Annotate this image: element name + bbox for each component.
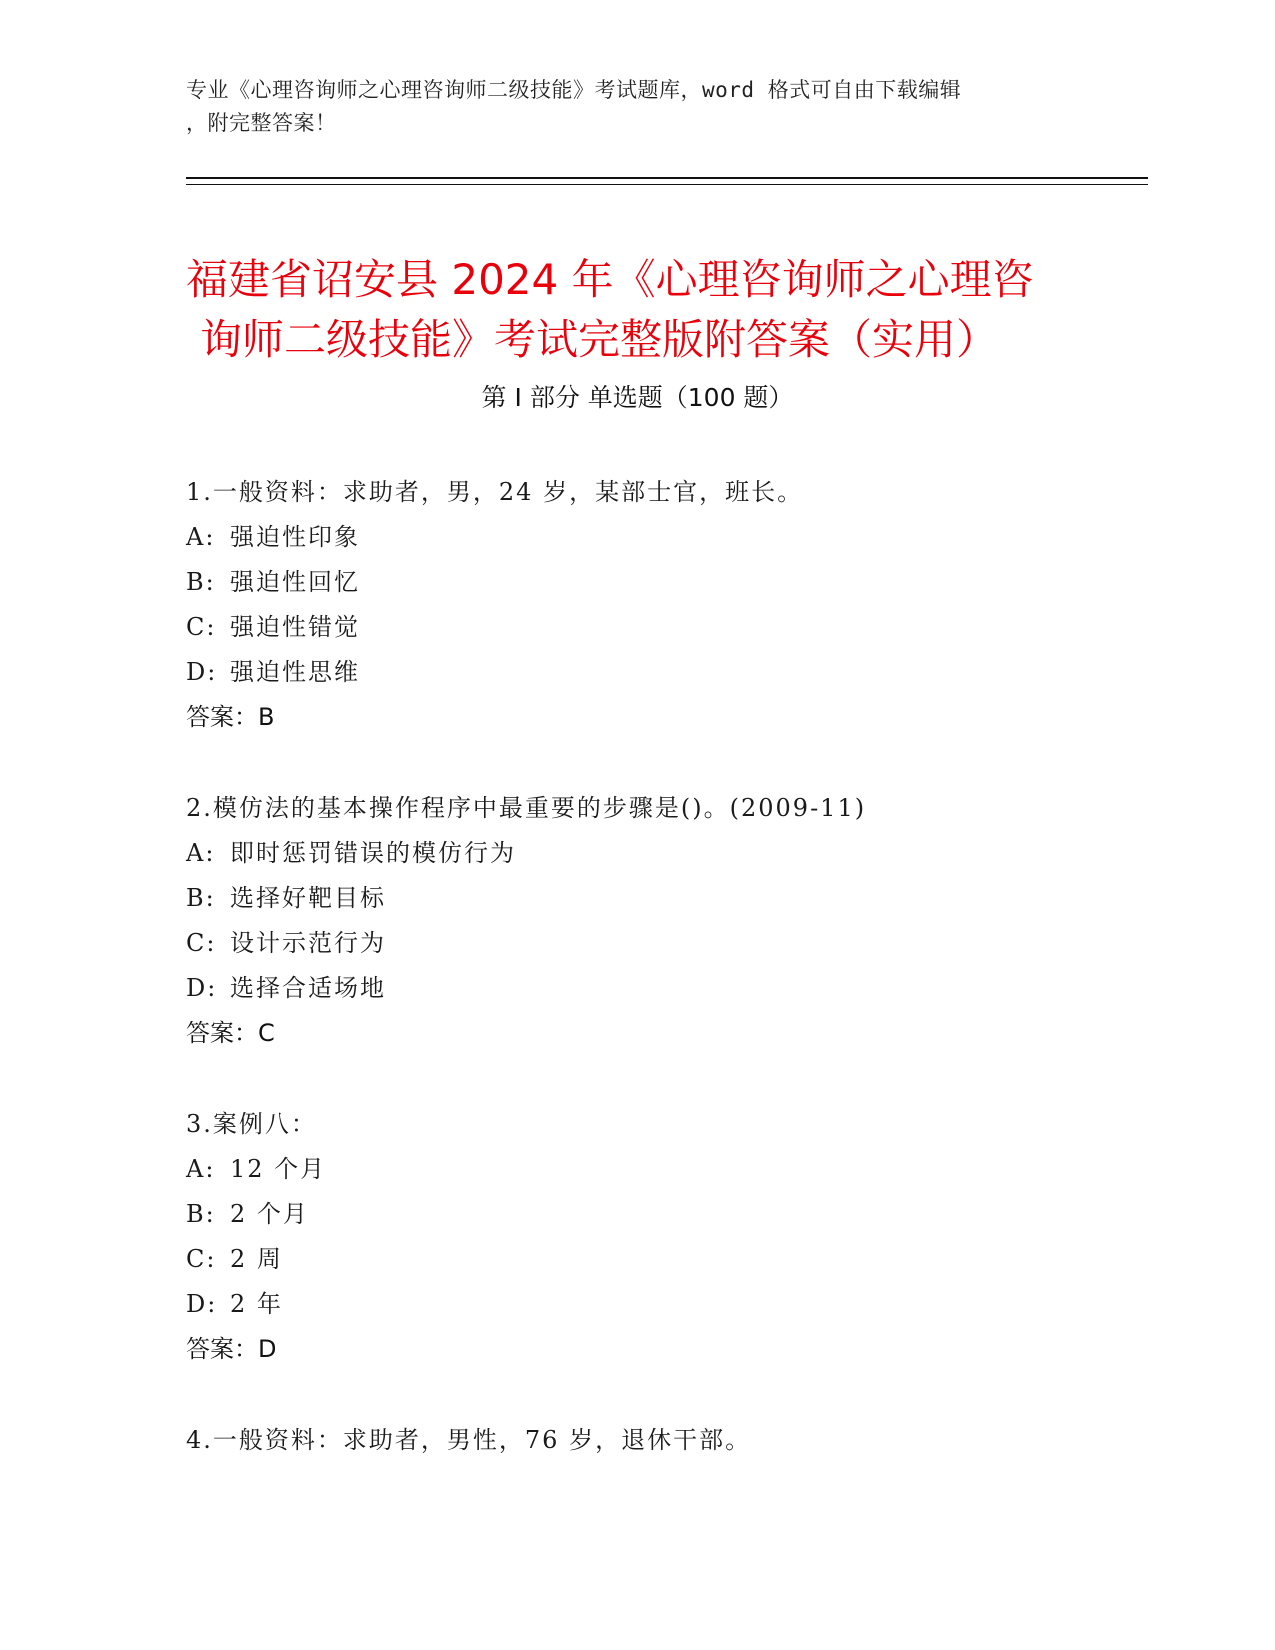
question-4 xyxy=(186,1418,1146,1463)
header-note-line-2: ，附完整答案！ xyxy=(186,111,337,135)
question-stem: 4.一般资料：求助者，男性，76 岁，退休干部。 xyxy=(186,1426,752,1454)
header-note xyxy=(186,74,1066,140)
header-rule-thin xyxy=(186,184,1148,185)
option-d xyxy=(186,1282,1146,1327)
option-text: 选择好靶目标 xyxy=(230,884,386,912)
option-letter: D: xyxy=(186,658,218,686)
question-stem: 3.案例八： xyxy=(186,1110,317,1138)
option-b xyxy=(186,1192,1146,1237)
question-list xyxy=(186,470,1146,1509)
option-letter: A: xyxy=(186,1155,216,1183)
option-letter: C: xyxy=(186,929,217,957)
option-text: 12 个月 xyxy=(230,1155,327,1183)
header-note-line-1: 专业《心理咨询师之心理咨询师二级技能》考试题库，word 格式可自由下载编辑 xyxy=(186,78,962,102)
option-b xyxy=(186,876,1146,921)
option-text: 强迫性错觉 xyxy=(230,613,360,641)
option-text: 2 年 xyxy=(230,1290,283,1318)
answer-line: 答案：D xyxy=(186,1335,277,1363)
option-letter: C: xyxy=(186,613,217,641)
option-letter: A: xyxy=(186,523,216,551)
option-a xyxy=(186,515,1146,560)
option-text: 2 周 xyxy=(230,1245,283,1273)
answer-line: 答案：C xyxy=(186,1019,275,1047)
option-c xyxy=(186,1237,1146,1282)
option-text: 设计示范行为 xyxy=(230,929,386,957)
header-rule-thick xyxy=(186,177,1148,179)
option-letter: A: xyxy=(186,839,216,867)
question-3 xyxy=(186,1102,1146,1372)
option-c xyxy=(186,605,1146,650)
option-text: 强迫性回忆 xyxy=(230,568,360,596)
option-letter: B: xyxy=(186,568,216,596)
document-title-line-2: 询师二级技能》考试完整版附答案（实用） xyxy=(200,315,999,365)
option-text: 2 个月 xyxy=(230,1200,309,1228)
option-text: 选择合适场地 xyxy=(230,974,386,1002)
option-d xyxy=(186,650,1146,695)
option-letter: D: xyxy=(186,974,218,1002)
document-title xyxy=(186,250,1086,370)
question-stem: 1.一般资料：求助者，男，24 岁，某部士官，班长。 xyxy=(186,478,804,506)
option-a xyxy=(186,831,1146,876)
option-d xyxy=(186,966,1146,1011)
option-letter: D: xyxy=(186,1290,218,1318)
question-2 xyxy=(186,786,1146,1056)
option-c xyxy=(186,921,1146,966)
option-b xyxy=(186,560,1146,605)
document-title-line-1: 福建省诏安县 2024 年《心理咨询师之心理咨 xyxy=(186,255,1034,305)
question-stem: 2.模仿法的基本操作程序中最重要的步骤是()。(2009-11) xyxy=(186,794,867,822)
section-heading: 第 I 部分 单选题（100 题） xyxy=(481,383,794,412)
option-text: 强迫性思维 xyxy=(230,658,360,686)
option-text: 即时惩罚错误的模仿行为 xyxy=(230,839,516,867)
option-a xyxy=(186,1147,1146,1192)
option-letter: B: xyxy=(186,884,216,912)
option-letter: C: xyxy=(186,1245,217,1273)
option-letter: B: xyxy=(186,1200,216,1228)
option-text: 强迫性印象 xyxy=(230,523,360,551)
answer-line: 答案：B xyxy=(186,703,275,731)
question-1 xyxy=(186,470,1146,740)
